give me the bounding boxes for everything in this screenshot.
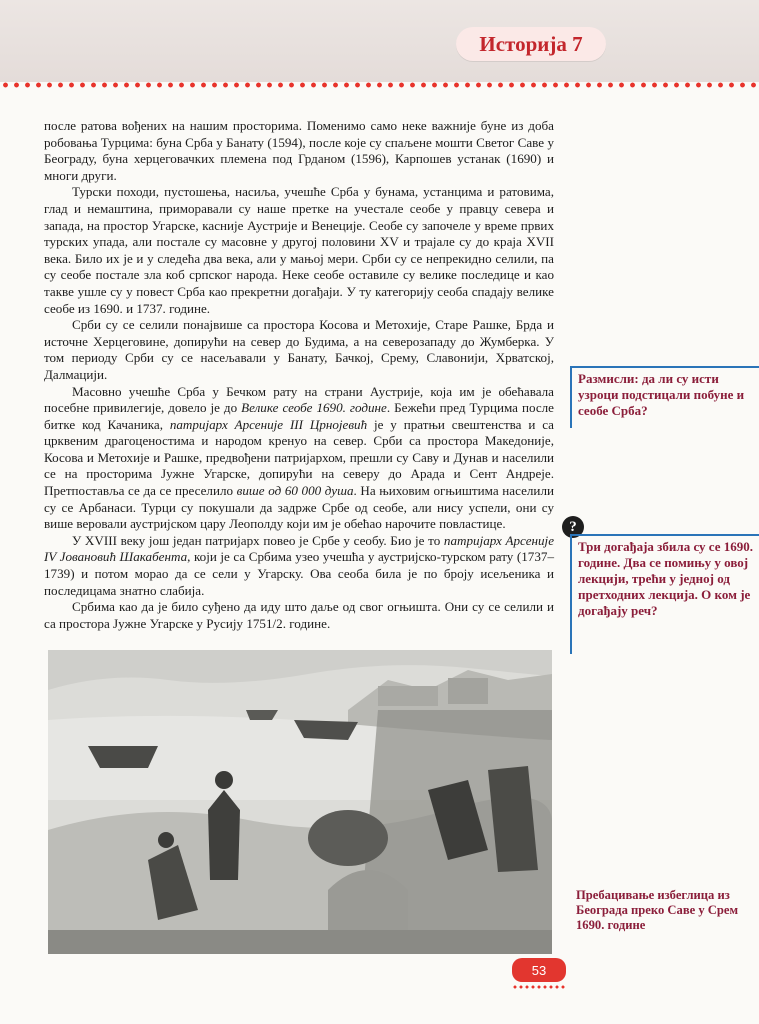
question-box-text: Три догађаја збила су се 1690. године. Два се помињу у овој лекцији, трећи у једној од претходних лекција. О ком је догађају реч?: [578, 539, 753, 618]
page-number-dots: [512, 985, 566, 989]
header-band: [0, 0, 759, 82]
paragraph-1: после ратова вођених на нашим просторима. Поменимо само неке важније буне из доба робовања Турцима: буна Срба у Банату (1594), после које су спаљене мошти Светог Саве у Београду, буна херцеговачких племена под Грданом (1596), Карпошев устанак (1690) и многи други.: [44, 118, 554, 183]
paragraph-3: Срби су се селили понајвише са простора Косова и Метохије, Старе Рашке, Брда и источне Херцеговине, допирући на север до Будима, а на северозападу до Жумберка. У том периоду Срби су се насељавали у Банату, Бачкој, Срему, Славонији, Хрватској, Далмацији.: [44, 317, 554, 382]
migration-engraving: [48, 650, 552, 954]
paragraph-2: Турски походи, пустошења, насиља, учешће Срба у бунама, устанцима и ратовима, глад и немаштина, приморавали су наше претке на учестале сеобе у правцу севера и запада, на простор Угарске, касније Аустрије и Венеције. Сеобе су започеле у време првих турских упада, али постале су масовне у другој половини XV и трајале су до краја XVII века. Било их је и у следећа два века, али у мањој мери. Срби су се непрекидно селили, па су сеобе постале зла коб српског народа. Неке сеобе оставиле су велике последице и као такве ушле су у повест Срба као прекретни догађаји. У ту категорију сеоба спадају велике сеобе из 1690. и 1737. године.: [44, 184, 554, 316]
chapter-title-badge: [456, 27, 606, 61]
think-box-text: Размисли: да ли су исти узроци подстицали побуне и сеобе Срба?: [578, 371, 745, 418]
paragraph-4: [44, 384, 554, 533]
paragraph-6: Србима као да је било суђено да иду што даље од свог огњишта. Они су се селили и са простора Јужне Угарске у Русију 1751/2. године.: [44, 599, 554, 631]
question-mark-glyph: ?: [569, 519, 577, 535]
p4-text-e: је у пратњи свештенства и са црквеним драгоценостима и народом кренуо на север. Срби са простора Македоније, Косова и Метохије и Рашке, предвођени патријархом, прешли су Саву и Дунав и населили се на просторима Јужне Угарске, допирући на северу до Арада и Сент Андреје. Претпоставља се да се преселило: [44, 416, 554, 499]
page-number: 53: [531, 962, 547, 978]
migration-illustration: [48, 650, 552, 954]
illustration-caption: Пребацивање избеглица из Београда преко Саве у Срем 1690. године: [576, 888, 739, 932]
page-number-badge: [512, 958, 566, 982]
migrant-count: више од 60 000 душа: [236, 483, 354, 499]
think-box: [570, 366, 759, 428]
patriarch-arsenije-iii: патријарх Арсеније III Црнојевић: [169, 416, 368, 432]
p4-text-a: Масовно учешће Срба у Бечком рату на страни Аустрије, која им је обећавала посебне привилегије, довело је до: [44, 383, 554, 416]
patriarch-arsenije-iv: патријарх Арсеније IV Јовановић Шакабента: [44, 532, 554, 565]
p4-text-g: . На њиховим огњиштима населили су се Арбанаси. Турци су покушали да задрже Србе од сеобе, али нису успели, они су више веровали аустријском цару Леополду који им је обећао нарочите повластице.: [44, 483, 554, 532]
p5-text-a: У XVIII веку још један патријарх повео је Србе у сеобу. Био је то: [72, 532, 444, 548]
great-migration-term: Велике сеобе 1690. године: [241, 400, 387, 416]
p4-text-c: . Бежећи пред Турцима после битке код Качаника,: [44, 400, 554, 432]
header-dot-divider: [0, 81, 759, 89]
paragraph-5: [44, 533, 554, 599]
lesson-body-text: [44, 118, 554, 632]
question-box: [570, 534, 759, 654]
p5-text-c: , који је са Србима узео учешћа у аустријско-турском рату (1737–1739) и потом морао да се сели у Угарску. Ова сеоба била је по броју исељеника и последицама знатно слабија.: [44, 549, 554, 598]
chapter-title: Историја 7: [479, 31, 583, 56]
